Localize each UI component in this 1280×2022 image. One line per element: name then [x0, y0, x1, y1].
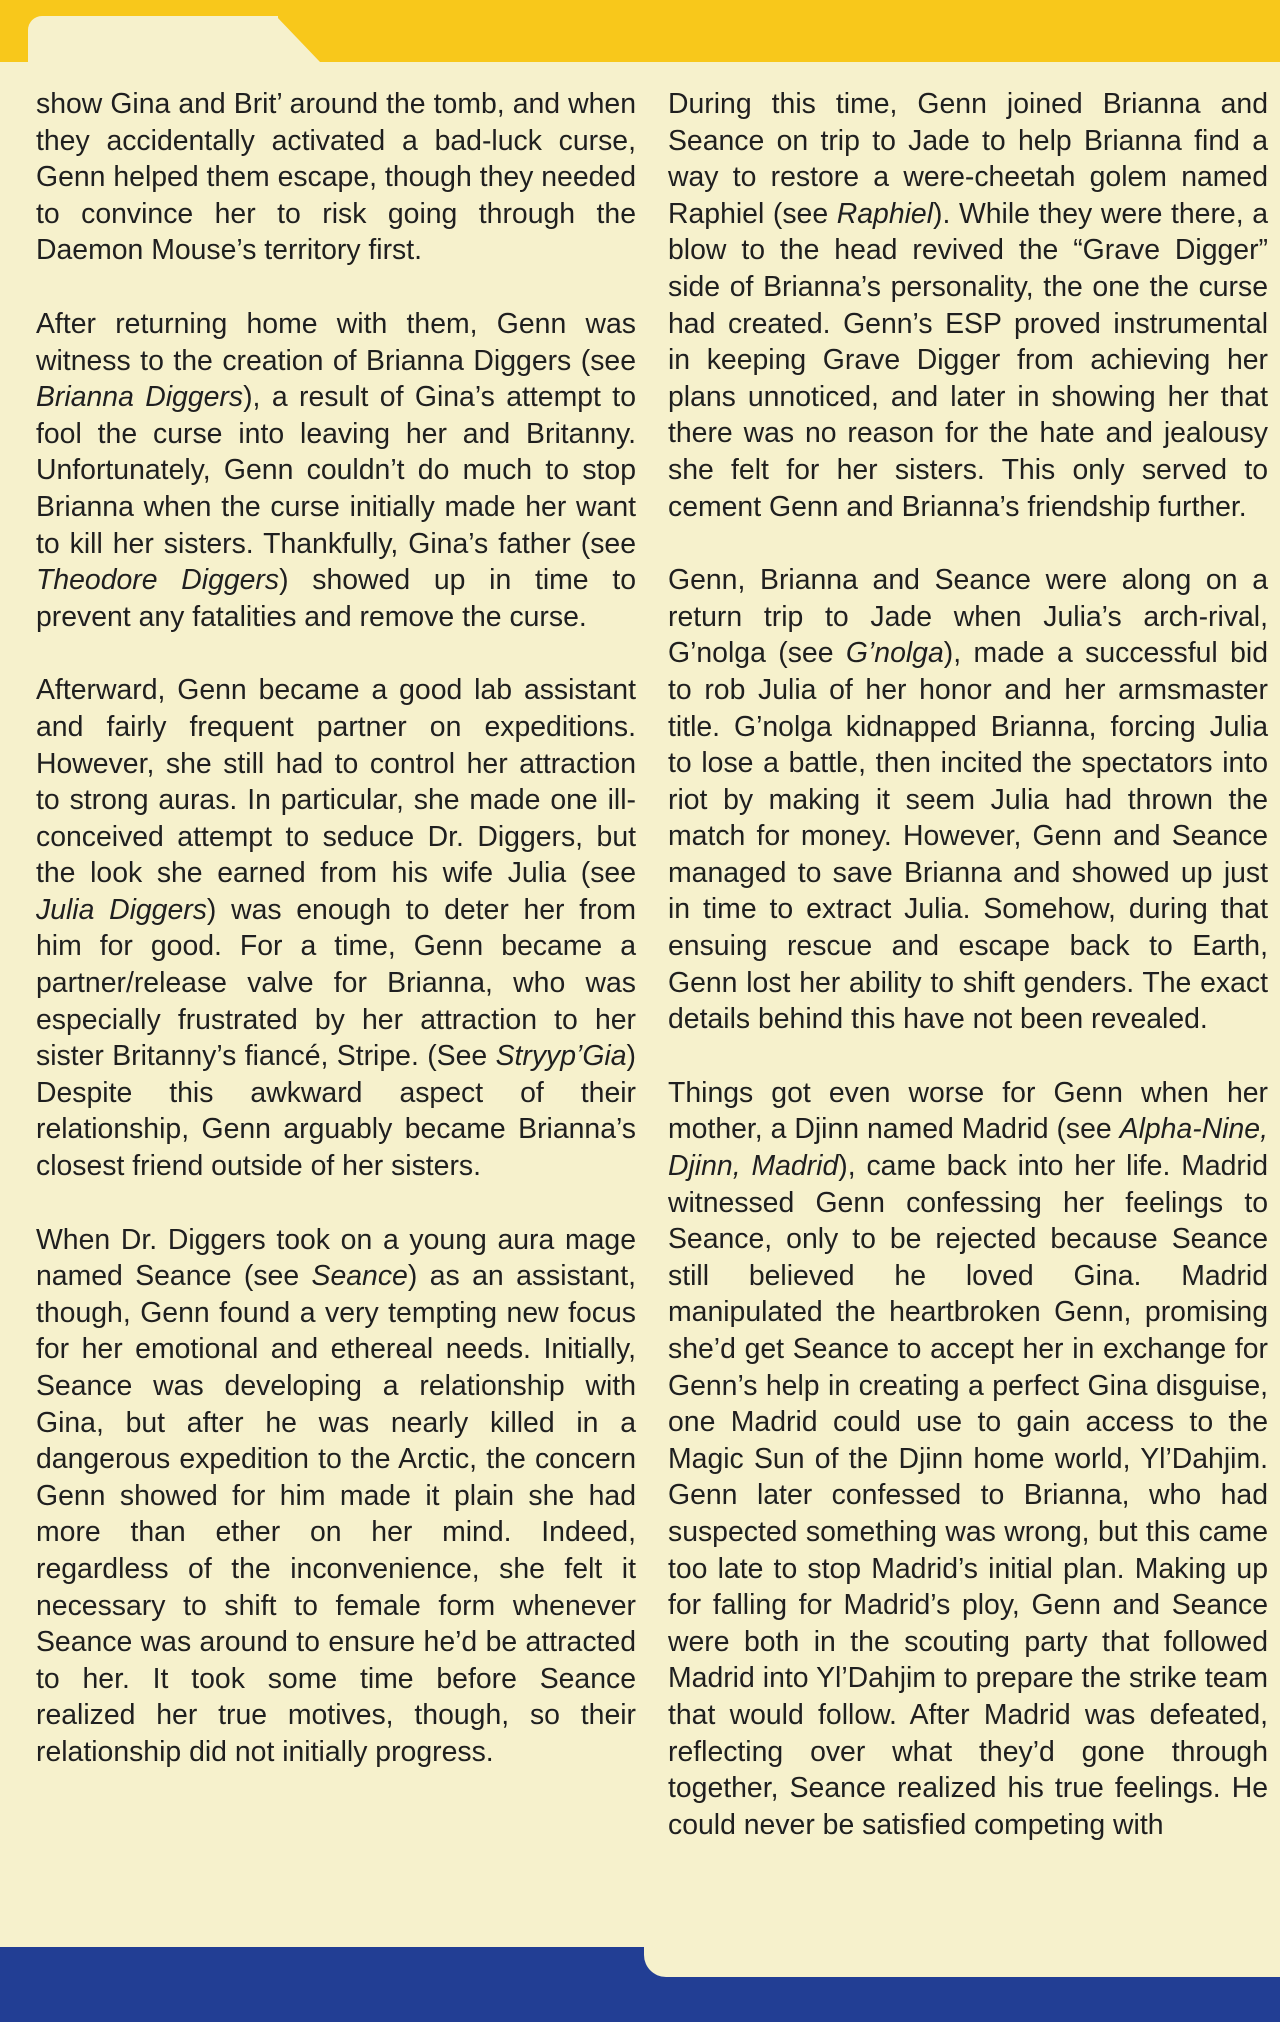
cross-reference: Julia Diggers [36, 893, 207, 926]
text-run: show Gina and Brit’ around the tomb, and when they accidentally activated a bad-luck curse, Genn helped them escape, though they needed to convince her to risk going through the Daemon Mouse’s territory first. [36, 88, 636, 267]
paragraph [36, 306, 636, 635]
footer-page-tab [644, 1931, 1280, 1977]
header-tab-slope [276, 16, 320, 62]
text-run: When Dr. Diggers took on a young aura mage named Seance (see [36, 1223, 636, 1293]
paragraph [36, 1222, 636, 1771]
text-run: ). While they were there, a blow to the head revived the “Grave Digger” side of Brianna’s personality, the one the curse had created. Genn’s ESP proved instrumental in keeping Grave Digger from achieving her plans unnoticed, and later in showing her that there was no reason for the hate and jealousy she felt for her sisters. This only served to cement Genn and Brianna’s friendship further. [668, 197, 1269, 523]
text-run: Things got even worse for Genn when her mother, a Djinn named Madrid (see [668, 1076, 1268, 1146]
cross-reference: Stryyp’Gia [495, 1040, 627, 1073]
text-run: During this time, Genn joined Brianna and Seance on trip to Jade to help Brianna find a way to restore a were-cheetah golem named Raphiel (see [668, 88, 1268, 230]
right-text-column [668, 86, 1268, 1843]
cross-reference: Alpha-Nine, Djinn, Madrid [668, 1113, 1268, 1183]
cross-reference: Brianna Diggers [36, 381, 244, 414]
paragraph [668, 562, 1268, 1038]
cross-reference: G’nolga [845, 637, 944, 670]
paragraph [36, 672, 636, 1184]
text-run: ) Despite this awkward aspect of their relationship, Genn arguably became Brianna’s closest friend outside of her sisters. [36, 1040, 636, 1183]
cross-reference: Raphiel [836, 197, 934, 230]
paragraph [668, 86, 1268, 525]
text-run: ), came back into her life. Madrid witnessed Genn confessing her feelings to Seance, only to be rejected because Seance still believed he loved Gina. Madrid manipulated the heartbroken Genn, promising she’d get Seance to accept her in exchange for Genn’s help in creating a perfect Gina disguise, one Madrid could use to gain access to the Magic Sun of the Djinn home world, Yl’Dahjim. Genn later confessed to Brianna, who had suspected something was wrong, but this came too late to stop Madrid’s initial plan. Making up for falling for Madrid’s ploy, Genn and Seance were both in the scouting party that followed Madrid into Yl’Dahjim to prepare the strike team that would follow. After Madrid was defeated, reflecting over what they’d gone through together, Seance realized his true feelings. He could never be satisfied competing with [668, 1150, 1268, 1841]
text-run: ) was enough to deter her from him for good. For a time, Genn became a partner/release valve for Brianna, who was especially frustrated by her attraction to her sister Britanny’s fiancé, Stripe. (See [36, 893, 636, 1073]
left-text-column [36, 86, 636, 1771]
paragraph [668, 1075, 1268, 1843]
text-run: ), a result of Gina’s attempt to fool the curse into leaving her and Britanny. Unfortunately, Genn couldn’t do much to stop Brianna when the curse initially made her want to kill her sisters. Thankfully, Gina’s father (see [36, 381, 636, 560]
text-run: ) as an assistant, though, Genn found a very tempting new focus for her emotional and ethereal needs. Initially, Seance was developing a relationship with Gina, but after he was nearly killed in a dangerous expedition to the Arctic, the concern Genn showed for him made it plain she had more than ether on her mind. Indeed, regardless of the inconvenience, she felt it necessary to shift to female form whenever Seance was around to ensure he’d be attracted to her. It took some time before Seance realized her true motives, though, so their relationship did not initially progress. [36, 1260, 636, 1768]
text-run: ) showed up in time to prevent any fatalities and remove the curse. [36, 564, 636, 633]
header-page-tab [28, 16, 278, 76]
cross-reference: Theodore Diggers [36, 564, 280, 597]
paragraph [36, 86, 636, 269]
text-run: After returning home with them, Genn was witness to the creation of Brianna Diggers (see [36, 307, 636, 377]
text-run: ), made a successful bid to rob Julia of her honor and her armsmaster title. G’nolga kidnapped Brianna, forcing Julia to lose a battle, then incited the spectators into riot by making it seem Julia had thrown the match for money. However, Genn and Seance managed to save Brianna and showed up just in time to extract Julia. Somehow, during that ensuing rescue and escape back to Earth, Genn lost her ability to shift genders. The exact details behind this have not been revealed. [668, 637, 1268, 1036]
text-run: Genn, Brianna and Seance were along on a return trip to Jade when Julia’s arch-rival, G’nolga (see [668, 564, 1268, 670]
cross-reference: Seance [311, 1260, 408, 1293]
text-run: Afterward, Genn became a good lab assistant and fairly frequent partner on expeditions. However, she still had to control her attraction to strong auras. In particular, she made one ill-conceived attempt to seduce Dr. Diggers, but the look she earned from his wife Julia (see [36, 674, 636, 890]
